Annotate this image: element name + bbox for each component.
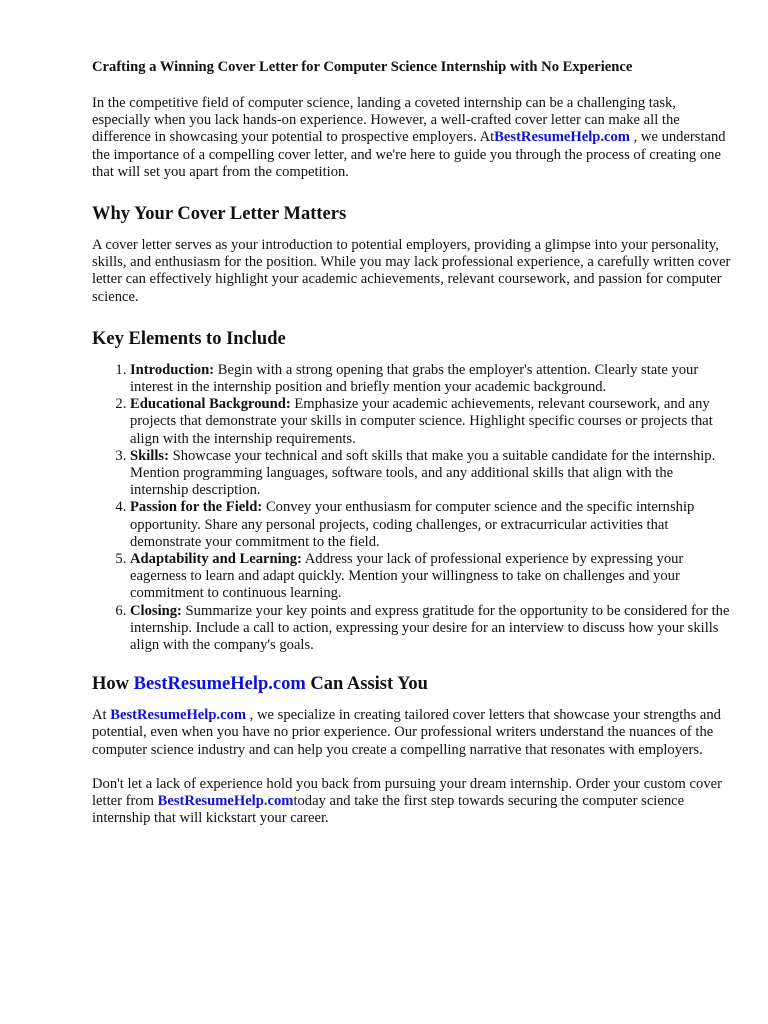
list-item-term: Skills: [130,447,169,464]
list-item [130,603,732,655]
why-paragraph: A cover letter serves as your introduction to potential employers, providing a glimpse into your personality, skills, and enthusiasm for the position. While you may lack professional experience, a carefully written cover letter can effectively highlight your academic achievements, relevant coursework, and passion for computer science. [92,237,731,305]
list-item-text: Begin with a strong opening that grabs the employer's attention. Clearly state your interest in the internship position and briefly mention your academic background. [130,361,699,396]
list-item-text: Showcase your technical and soft skills that make you a suitable candidate for the internship. Mention programming languages, software tools, and any additional skills that align with the internship description. [130,447,716,499]
why-section [92,203,732,306]
list-item-term: Adaptability and Learning: [130,551,302,568]
key-elements-section [92,328,732,654]
assist-p2-prefix: Don't let a lack of experience hold you back from pursuing your dream internship. Order your custom cover letter from [92,775,722,810]
list-item [130,362,732,396]
list-item-text: Summarize your key points and express gratitude for the opportunity to be considered for the internship. Include a call to action, expressing your desire for an interview to discuss how your skills align with the company's goals. [130,602,730,654]
key-elements-list [92,362,732,654]
list-item-term: Introduction: [130,361,215,378]
document-page [92,58,732,828]
list-item-term: Passion for the Field: [130,499,263,516]
assist-p1-suffix: , we specialize in creating tailored cover letters that showcase your strengths and potential, even when you have no prior experience. Our professional writers understand the nuances of the computer science industry and can help you create a compelling narrative that resonates with employers. [92,707,721,758]
intro-paragraph [92,95,732,181]
why-heading: Why Your Cover Letter Matters [92,204,347,225]
list-item [130,499,732,551]
list-item-text: Address your lack of professional experience by expressing your eagerness to learn and adapt quickly. Mention your willingness to take on challenges and your commitment to continuous learning. [130,551,684,602]
bestresumehelp-link[interactable]: BestResumeHelp.com [157,793,294,810]
bestresumehelp-link[interactable]: BestResumeHelp.com [133,674,306,695]
assist-heading [92,673,732,695]
list-item [130,448,732,500]
list-item [130,396,732,448]
assist-paragraph-1 [92,707,732,759]
key-elements-heading: Key Elements to Include [92,328,286,349]
assist-p2-suffix: today and take the first step towards securing the computer science internship that will kickstart your career. [92,793,685,827]
assist-heading-prefix: How [92,674,134,695]
list-item-text: Emphasize your academic achievements, relevant coursework, and any projects that demonstrate your skills in computer science. Highlight specific courses or projects that align with the internship requirements. [130,396,713,447]
assist-paragraph-2 [92,776,732,828]
intro-text-part1: In the competitive field of computer science, landing a coveted internship can be a challenging task, especially when you lack hands-on experience. However, a well-crafted cover letter can make all the difference in showcasing your potential to prospective employers. At [92,95,680,146]
list-item-term: Educational Background: [130,396,291,413]
intro-text-part2: , we understand the importance of a compelling cover letter, and we're here to guide you through the process of creating one that will set you apart from the competition. [92,129,726,180]
bestresumehelp-link[interactable]: BestResumeHelp.com [110,707,247,724]
assist-section [92,673,732,827]
bestresumehelp-link[interactable]: BestResumeHelp.com [494,129,630,146]
list-item [130,551,732,603]
document-title: Crafting a Winning Cover Letter for Computer Science Internship with No Experience [92,59,633,75]
list-item-term: Closing: [130,602,182,619]
assist-p1-prefix: At [92,707,111,724]
list-item-text: Convey your enthusiasm for computer science and the specific internship opportunity. Share any personal projects, coding challenges, or extracurricular activities that demonstrate your commitment to the field. [130,499,695,550]
assist-heading-suffix: Can Assist You [305,674,428,695]
